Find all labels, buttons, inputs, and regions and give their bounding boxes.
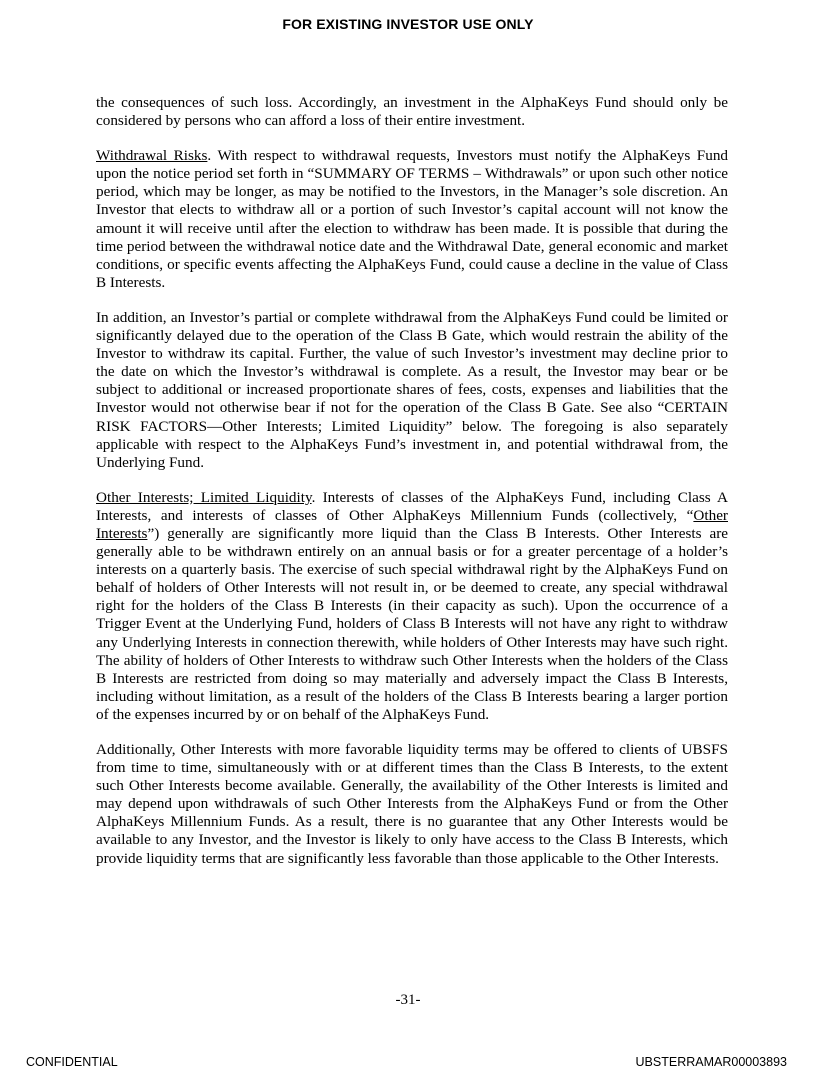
page-header: FOR EXISTING INVESTOR USE ONLY	[282, 16, 534, 32]
bates-number: UBSTERRAMAR00003893	[635, 1055, 787, 1069]
paragraph-withdrawal-risks	[96, 147, 728, 292]
page-number: -31-	[395, 992, 421, 1008]
other-interests-heading: Other Interests; Limited Liquidity	[96, 488, 312, 506]
paragraph-additional-liquidity: Additionally, Other Interests with more favorable liquidity terms may be offered to clients of UBSFS from time to time, simultaneously with or at different times than the Class B Interests, to the extent such Other Interests become available. Generally, the availability of the Other Interests is limited and may depend upon withdrawals of such Other Interests from the AlphaKeys Fund or from the Other AlphaKeys Millennium Funds. As a result, there is no guarantee that any Other Interests would be available to any Investor, and the Investor is likely to only have access to the Class B Interests, which provide liquidity terms that are significantly less favorable than those applicable to the Other Interests.	[96, 741, 728, 867]
document-body	[96, 94, 728, 885]
other-interests-body-b: ”) generally are significantly more liquid than the Class B Interests. Other Interests are generally able to be withdrawn entirely on an annual basis or for a greater percentage of a holder’s interests on a quarterly basis. The exercise of such special withdrawal right by the AlphaKeys Fund on behalf of holders of Other Interests will not result in, or be deemed to create, any special withdrawal right for the holders of the Class B Interests (in their capacity as such). Upon the occurrence of a Trigger Event at the Underlying Fund, holders of Class B Interests will not have any right to withdraw any Underlying Interests in connection therewith, while holders of Other Interests may have such right. The ability of holders of Other Interests to withdraw such Other Interests when the holders of the Class B Interests are restricted from doing so may materially and adversely impact the Class B Interests, including without limitation, as a result of the holders of the Class B Interests bearing a larger portion of the expenses incurred by or on behalf of the AlphaKeys Fund.	[96, 524, 728, 723]
paragraph-class-b-gate: In addition, an Investor’s partial or complete withdrawal from the AlphaKeys Fund could be limited or significantly delayed due to the operation of the Class B Gate, which would restrain the ability of the Investor to withdraw its capital. Further, the value of such Investor’s investment may decline prior to the date on which the Investor’s withdrawal is complete. As a result, the Investor may bear or be subject to additional or increased proportionate shares of fees, costs, expenses and liabilities that the Investor would not otherwise bear if not for the operation of the Class B Gate. See also “CERTAIN RISK FACTORS—Other Interests; Limited Liquidity” below. The foregoing is also separately applicable with respect to the AlphaKeys Fund’s investment in, and potential withdrawal from, the Underlying Fund.	[96, 308, 728, 471]
other-interests-body-a: . Interests of classes of the AlphaKeys Fund, including Class A Interests, and interests of classes of Other AlphaKeys Millennium Funds (collectively, “	[96, 488, 728, 524]
withdrawal-risks-body: . With respect to withdrawal requests, Investors must notify the AlphaKeys Fund upon the notice period set forth in “SUMMARY OF TERMS – Withdrawals” or upon such other notice period, which may be longer, as may be notified to the Investors, in the Manager’s sole discretion. An Investor that elects to withdraw all or a portion of such Investor’s capital account will not know the amount it will receive until after the election to withdraw has been made. It is possible that during the time period between the withdrawal notice date and the Withdrawal Date, general economic and market conditions, or specific events affecting the AlphaKeys Fund, could cause a decline in the value of Class B Interests.	[96, 147, 729, 291]
confidential-label: CONFIDENTIAL	[26, 1055, 118, 1069]
paragraph-loss-consequences: the consequences of such loss. Accordingly, an investment in the AlphaKeys Fund should only be considered by persons who can afford a loss of their entire investment.	[96, 94, 728, 130]
paragraph-other-interests	[96, 489, 728, 724]
other-interests-defined-term: Other Interests	[96, 506, 728, 542]
withdrawal-risks-heading: Withdrawal Risks	[96, 147, 208, 165]
